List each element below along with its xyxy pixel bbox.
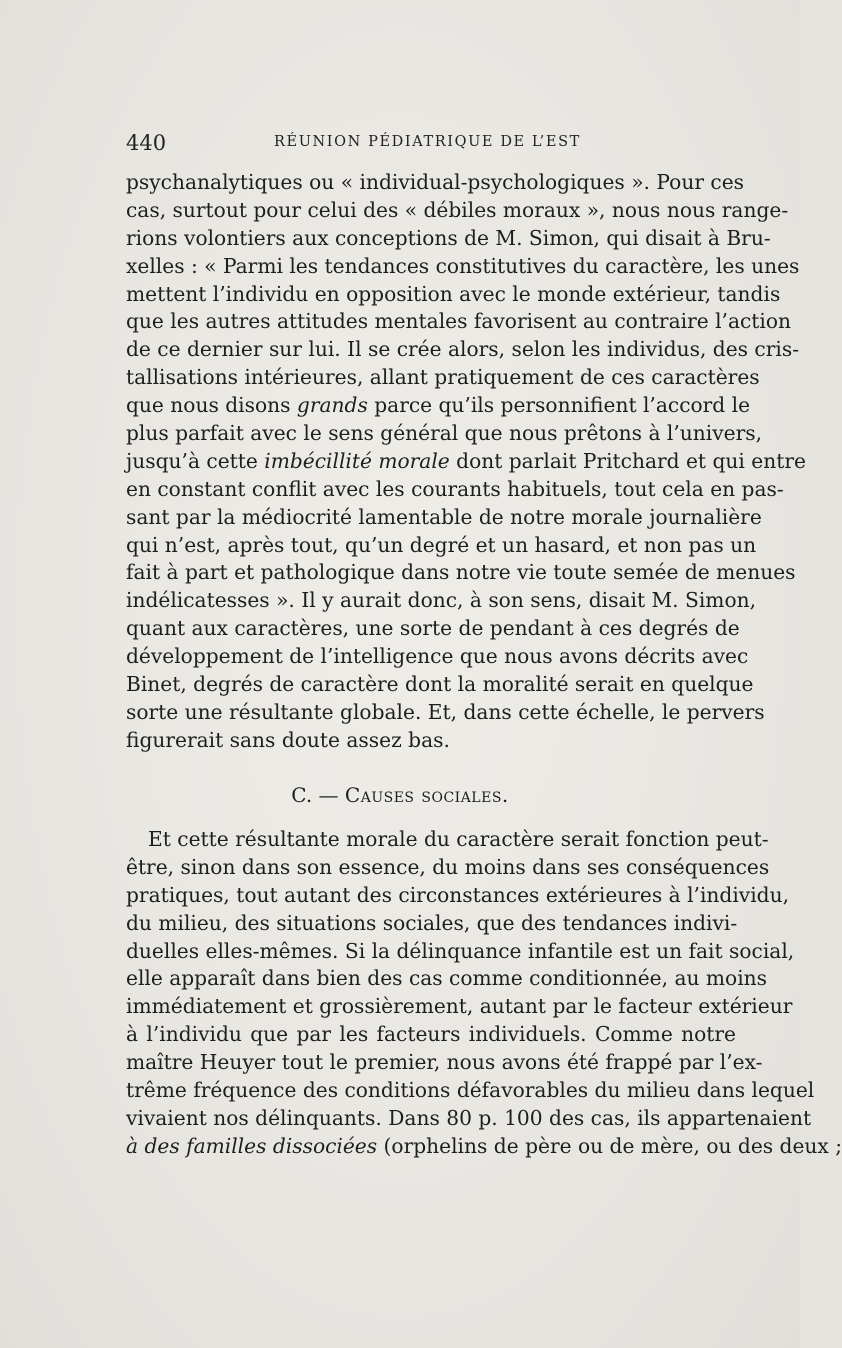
section-heading <box>0 783 800 807</box>
text-line: pratiques, tout autant des circonstances extérieures à l’individu, <box>126 882 790 907</box>
text-line: maître Heuyer tout le premier, nous avons été frappé par l’ex- <box>126 1050 763 1075</box>
text-segment: (orphelins de père ou de mère, ou des deux ; <box>377 1133 842 1158</box>
text-segment: jusqu’à cette <box>126 448 265 473</box>
italic-phrase: grands <box>296 393 368 418</box>
text-line: sant par la médiocrité lamentable de notre morale journalière <box>126 504 762 529</box>
text-line: être, sinon dans son essence, du moins dans ses conséquences <box>126 854 770 879</box>
text-line: fait à part et pathologique dans notre vie toute semée de menues <box>126 560 796 585</box>
text-segment: parce qu’ils personnifient l’accord le <box>367 393 751 418</box>
text-line <box>126 1133 842 1161</box>
paragraph-2 <box>126 826 842 1161</box>
text-line: de ce dernier sur lui. Il se crée alors, selon les individus, des cris- <box>126 337 800 362</box>
text-segment: dont parlait Pritchard et qui entre <box>449 448 806 473</box>
text-line: en constant conflit avec les courants habituels, tout cela en pas- <box>126 476 784 501</box>
text-line <box>126 392 751 420</box>
text-line: développement de l’intelligence que nous avons décrits avec <box>126 644 749 669</box>
italic-phrase: imbécillité morale <box>264 448 450 473</box>
section-label: C. — <box>291 783 339 807</box>
text-line: plus parfait avec le sens général que nous prêtons à l’univers, <box>126 421 763 446</box>
text-line: quant aux caractères, une sorte de pendant à ces degrés de <box>126 616 740 641</box>
italic-phrase: à des familles dissociées <box>126 1133 378 1158</box>
text-line: tallisations intérieures, allant pratiquement de ces caractères <box>126 365 760 390</box>
text-line: sorte une résultante globale. Et, dans cette échelle, le pervers <box>126 699 765 724</box>
text-line: trême fréquence des conditions défavorables du milieu dans lequel <box>126 1078 815 1103</box>
text-line: xelles : « Parmi les tendances constitutives du caractère, les unes <box>126 253 800 278</box>
text-segment: que nous disons <box>126 393 297 418</box>
text-line: du milieu, des situations sociales, que des tendances indivi- <box>126 910 738 935</box>
page-number: 440 <box>126 131 167 155</box>
text-line: elle apparaît dans bien des cas comme conditionnée, au moins <box>126 966 768 991</box>
text-line: duelles elles-mêmes. Si la délinquance infantile est un fait social, <box>126 938 795 963</box>
page-header <box>126 131 736 159</box>
section-title: Causes sociales. <box>344 783 509 807</box>
text-line: à l’individu que par les facteurs individuels. Comme notre <box>126 1022 736 1047</box>
text-line: mettent l’individu en opposition avec le monde extérieur, tandis <box>126 281 781 306</box>
text-line <box>126 448 806 476</box>
text-line: Et cette résultante morale du caractère serait fonction peut- <box>148 827 769 851</box>
text-line: immédiatement et grossièrement, autant par le facteur extérieur <box>126 994 793 1019</box>
text-line: psychanalytiques ou « individual-psychologiques ». Pour ces <box>126 170 744 194</box>
text-line: indélicatesses ». Il y aurait donc, à son sens, disait M. Simon, <box>126 588 757 613</box>
text-line: qui n’est, après tout, qu’un degré et un hasard, et non pas un <box>126 532 757 557</box>
text-line: Binet, degrés de caractère dont la moralité serait en quelque <box>126 672 754 697</box>
text-line: figurerait sans doute assez bas. <box>126 727 450 752</box>
text-line: vivaient nos délinquants. Dans 80 p. 100 des cas, ils appartenaient <box>126 1105 812 1130</box>
text-line: que les autres attitudes mentales favorisent au contraire l’action <box>126 309 792 334</box>
text-line: cas, surtout pour celui des « débiles moraux », nous nous range- <box>126 197 789 222</box>
text-line: rions volontiers aux conceptions de M. Simon, qui disait à Bru- <box>126 225 771 250</box>
paragraph-1 <box>126 169 806 755</box>
running-head: RÉUNION PÉDIATRIQUE DE L’EST <box>274 134 581 150</box>
